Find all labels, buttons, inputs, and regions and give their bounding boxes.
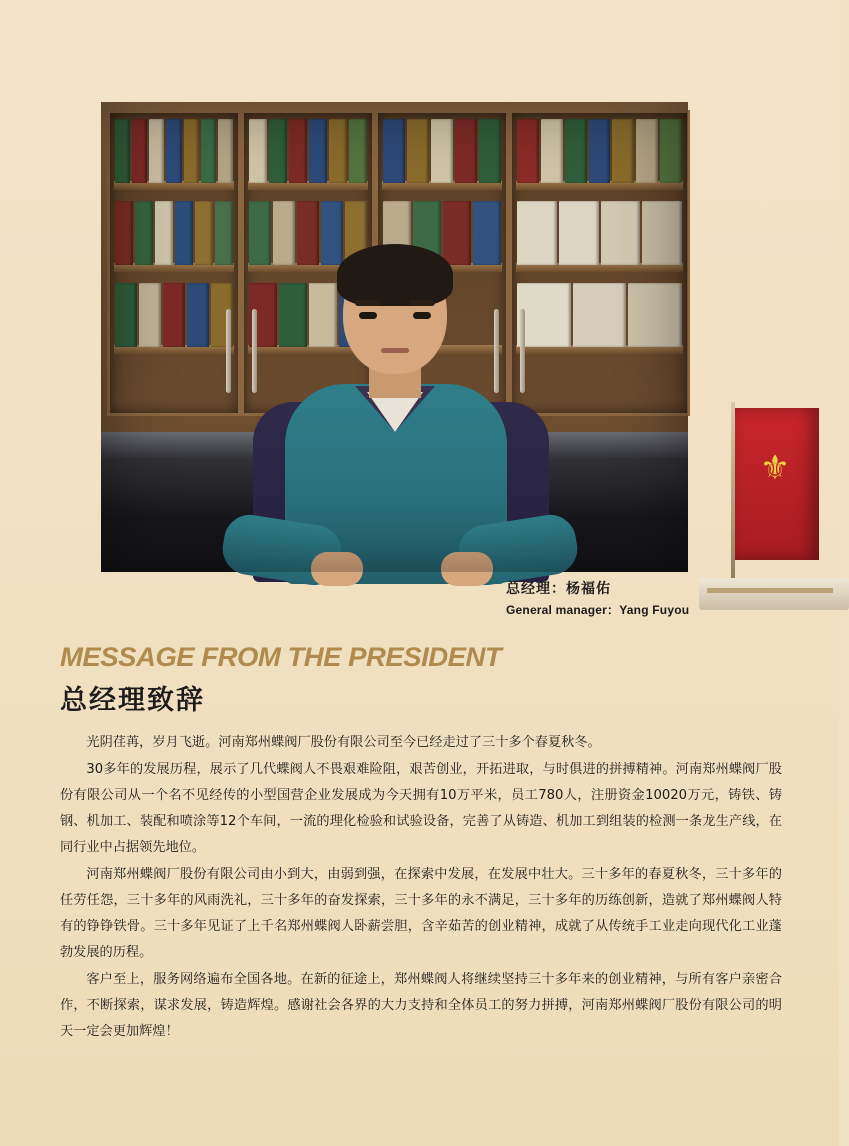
paragraph: 光阴荏苒，岁月飞逝。河南郑州蝶阀厂股份有限公司至今已经走过了三十多个春夏秋冬。 <box>86 735 601 750</box>
section-heading-chinese: 总经理致辞 <box>60 685 205 716</box>
paragraph: 客户至上，服务网络遍布全国各地。在新的征途上，郑州蝶阀人将继续坚持三十多年来的创业精神，与所有客户亲密合作，不断探索，谋求发展，铸造辉煌。感谢社会各界的大力支持和全体员工的努力拼搏，河南郑州蝶阀厂股份有限公司的明天一定会更加辉煌！ <box>60 972 782 1039</box>
president-portrait-photo <box>101 102 791 572</box>
section-heading-english: MESSAGE FROM THE PRESIDENT <box>60 642 502 672</box>
president-message-body <box>60 730 782 1046</box>
caption-chinese: 总经理：杨福佑 <box>506 580 611 596</box>
photo-caption <box>506 578 766 618</box>
party-flag <box>735 408 819 560</box>
photo-content <box>101 102 791 572</box>
paragraph: 30多年的发展历程，展示了几代蝶阀人不畏艰难险阻，艰苦创业，开拓进取，与时俱进的拼搏精神。河南郑州蝶阀厂股份有限公司从一个名不见经传的小型国营企业发展成为今天拥有10万平米，员工780人，注册资金10020万元，铸铁、铸钢、机加工、装配和喷涂等12个车间，一流的理化检验和试验设备，完善了从铸造、机加工到组装的检测一条龙生产线，在同行业中占据领先地位。 <box>60 762 782 855</box>
photo-vignette <box>101 102 688 572</box>
paragraph: 河南郑州蝶阀厂股份有限公司由小到大，由弱到强，在探索中发展，在发展中壮大。三十多年的春夏秋冬，三十多年的任劳任怨，三十多年的风雨洗礼，三十多年的奋发探索，三十多年的永不满足，三十多年的历练创新，造就了郑州蝶阀人特有的铮铮铁骨。三十多年见证了上千名郑州蝶阀人卧薪尝胆，含辛茹苦的创业精神，成就了从传统手工业走向现代化工业蓬勃发展的历程。 <box>60 867 782 960</box>
caption-english: General manager：Yang Fuyou <box>506 603 690 617</box>
flag-emblem-icon: ⚜ <box>759 449 791 487</box>
